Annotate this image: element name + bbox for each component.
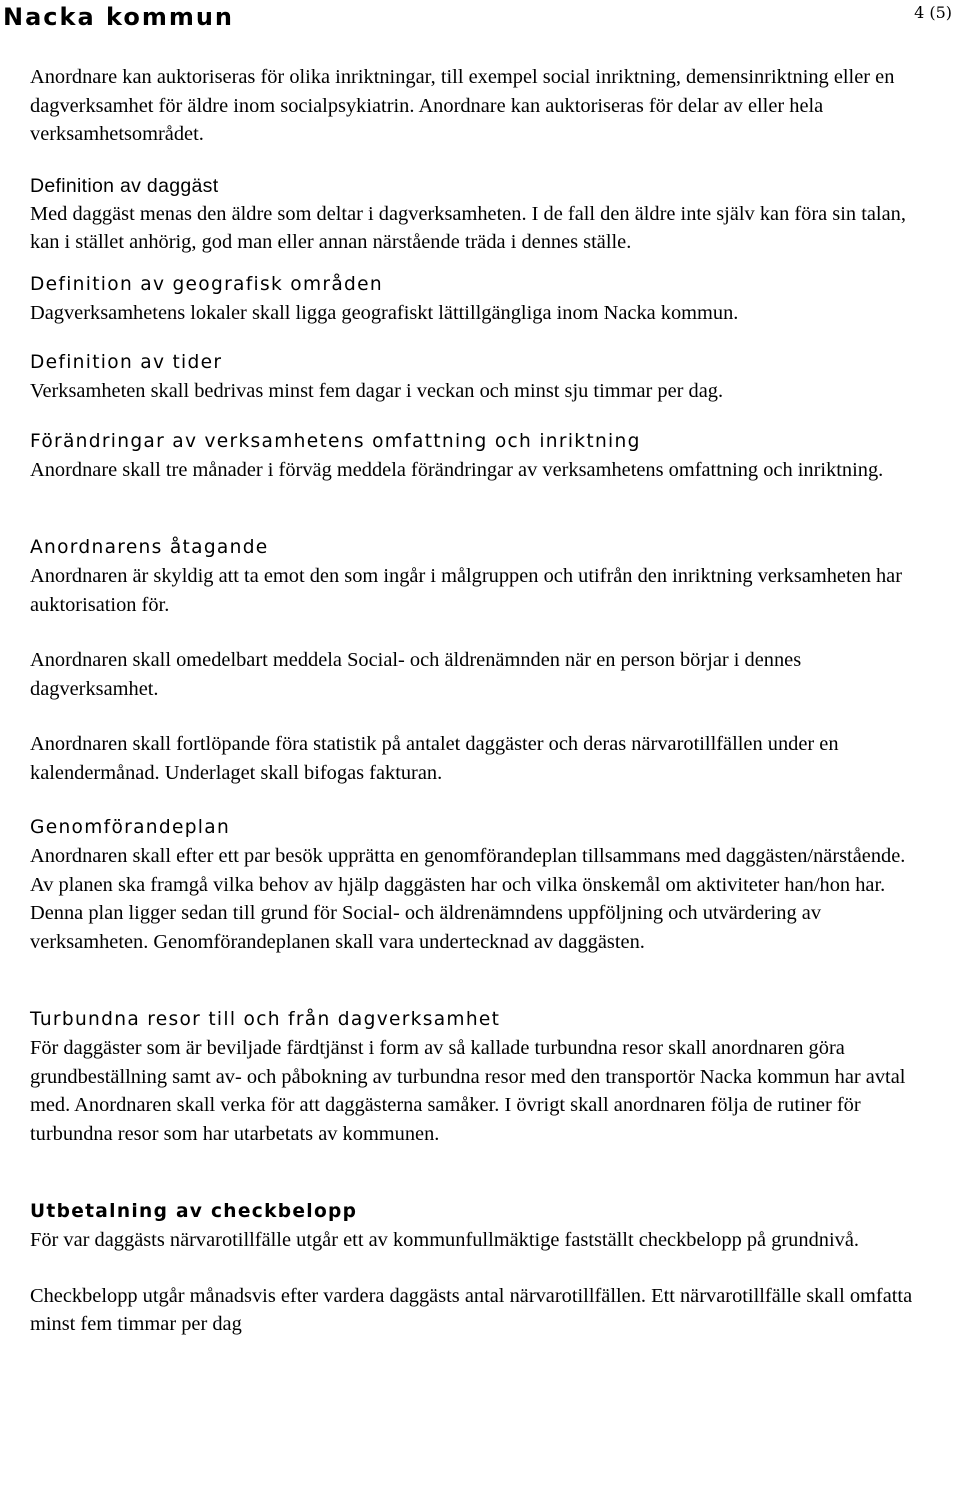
section-heading: Turbundna resor till och från dagverksamhet bbox=[30, 1009, 501, 1030]
section-text: Med daggäst menas den äldre som deltar i dagverksamheten. I de fall den äldre inte själv kan föra sin talan, kan i stället anhörig, god man eller annan närstående träda i dennes ställe. bbox=[30, 202, 906, 253]
section-text: För var daggästs närvarotillfälle utgår ett av kommunfullmäktige fastställt checkbelopp på grundnivå. bbox=[30, 1229, 859, 1251]
section-forandringar bbox=[30, 428, 920, 485]
section-anordnarens-atagande bbox=[30, 534, 920, 619]
section-heading: Utbetalning av checkbelopp bbox=[30, 1201, 358, 1222]
section-definition-geografi bbox=[30, 271, 920, 328]
paragraph-meddela: Anordnaren skall omedelbart meddela Social- och äldrenämnden när en person börjar i dennes dagverksamhet. bbox=[30, 649, 802, 700]
section-heading: Definition av geografisk områden bbox=[30, 273, 383, 295]
section-text: Verksamheten skall bedrivas minst fem dagar i veckan och minst sju timmar per dag. bbox=[30, 380, 724, 402]
paragraph-statistik: Anordnaren skall fortlöpande föra statistik på antalet daggäster och deras närvarotillfällen under en kalendermånad. Underlaget skall bifogas fakturan. bbox=[30, 733, 839, 784]
organization-name: Nacka kommun bbox=[3, 3, 235, 31]
page-number: 4 (5) bbox=[914, 3, 952, 22]
section-turbundna-resor bbox=[30, 1006, 920, 1148]
section-text: Anordnaren skall efter ett par besök upprätta en genomförandeplan tillsammans med daggästen/närstående. Av planen ska framgå vilka behov av hjälp daggästen har och vilka önskemål om aktiviteter han/hon har. Denna plan ligger sedan till grund för Social- och äldrenämndens uppföljning och utvärdering av verksamheten. Genomförandeplanen skall vara undertecknad av daggästen. bbox=[30, 845, 906, 953]
section-definition-tider bbox=[30, 349, 920, 406]
section-checkbelopp bbox=[30, 1198, 920, 1339]
document-body bbox=[30, 63, 920, 1339]
section-genomforandeplan bbox=[30, 814, 920, 956]
section-heading: Definition av tider bbox=[30, 352, 223, 373]
intro-paragraph: Anordnare kan auktoriseras för olika inriktningar, till exempel social inriktning, demensinriktning eller en dagverksamhet för äldre inom socialpsykiatrin. Anordnare kan auktoriseras för delar av eller hela verksamhetsområdet. bbox=[30, 66, 895, 145]
page-header bbox=[0, 0, 960, 40]
section-text: Checkbelopp utgår månadsvis efter vardera daggästs antal närvarotillfällen. Ett närvarotillfälle skall omfatta minst fem timmar per dag bbox=[30, 1284, 913, 1335]
section-text: Anordnare skall tre månader i förväg meddela förändringar av verksamhetens omfattning och inriktning. bbox=[30, 458, 884, 481]
section-definition-daggast bbox=[30, 172, 920, 257]
section-heading: Anordnarens åtagande bbox=[30, 537, 269, 558]
section-heading: Förändringar av verksamhetens omfattning och inriktning bbox=[30, 430, 641, 452]
section-text: Dagverksamhetens lokaler skall ligga geografiskt lättillgängliga inom Nacka kommun. bbox=[30, 301, 739, 324]
section-text: För daggäster som är beviljade färdtjänst i form av så kallade turbundna resor skall anordnaren göra grundbeställning samt av- och påbokning av turbundna resor med den transportör Nacka kommun har avtal med. Anordnaren skall verka för att daggästerna samåker. I övrigt skall anordnaren följa de rutiner för turbundna resor som har utarbetats av kommunen. bbox=[30, 1037, 906, 1145]
section-heading: Definition av daggäst bbox=[30, 174, 219, 197]
section-heading: Genomförandeplan bbox=[30, 817, 231, 838]
section-text: Anordnaren är skyldig att ta emot den som ingår i målgruppen och utifrån den inriktning verksamheten har auktorisation för. bbox=[30, 565, 903, 616]
